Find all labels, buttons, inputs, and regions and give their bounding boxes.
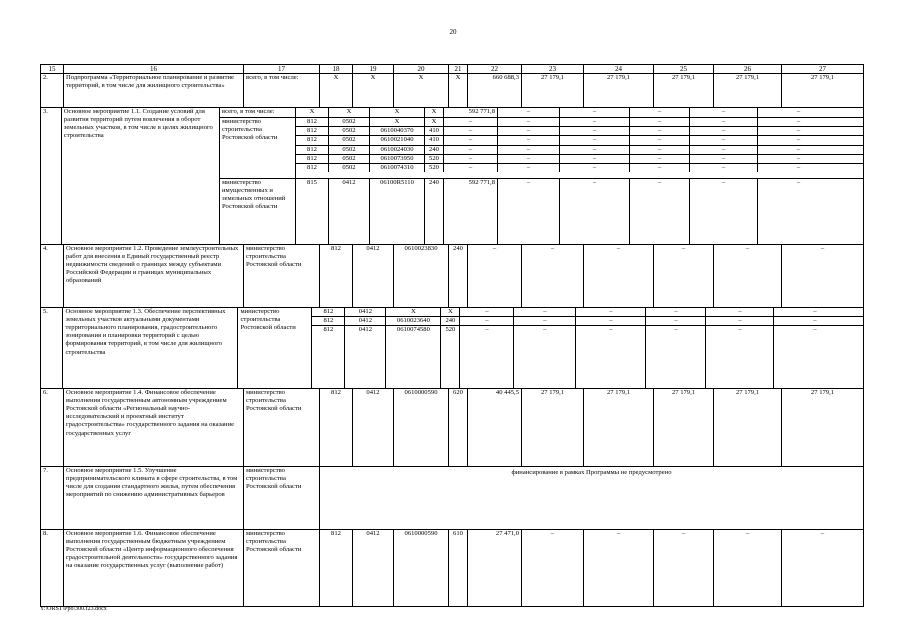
cell-vr: 620	[449, 389, 468, 466]
cell-amount: –	[690, 146, 758, 154]
subrow	[296, 164, 863, 172]
cell-amount: –	[630, 127, 690, 135]
cell-amount: –	[444, 155, 498, 163]
cell-amount: –	[630, 136, 690, 144]
cell-amount: –	[584, 245, 654, 307]
subrow	[312, 308, 863, 317]
cell-grbs: 812	[312, 317, 345, 325]
cell-amount: –	[576, 317, 646, 325]
cell-amount: 27 179,1	[522, 74, 584, 107]
cell-amount: –	[630, 146, 690, 154]
cell-amount: –	[630, 164, 690, 172]
cell-csr: X	[386, 308, 441, 316]
subrow	[220, 179, 863, 244]
cell-amount: 27 179,1	[810, 74, 835, 81]
cell-grbs: X	[320, 74, 353, 107]
col-header: 18	[320, 65, 353, 73]
file-path-footer: Y:\ORST\Ppo\300.f23.docx	[40, 606, 107, 612]
cell-vr: 410	[425, 136, 444, 144]
cell-rzpr: 0412	[345, 326, 386, 388]
cell-vr: 240	[425, 146, 444, 154]
col-header: 25	[654, 65, 714, 73]
cell-vr: 410	[425, 127, 444, 135]
row-number: 4.	[41, 245, 64, 307]
activity-name: Основное мероприятие 1.1. Создание условий для развития территорий путем вовлечения в оборот земельных участков, в том числе в целях жилищного строительства	[62, 108, 220, 244]
cell-amount: 27 179,1	[584, 389, 654, 466]
cell-amount: –	[498, 118, 560, 126]
cell-rzpr: 0502	[329, 155, 370, 163]
executor: министерство строительства Ростовской области	[244, 530, 320, 606]
cell-amount: 27 179,1	[714, 74, 782, 107]
cell-amount: 592 771,8	[444, 179, 498, 244]
cell-grbs: 812	[296, 146, 329, 154]
activity-name: Подпрограмма «Территориальное планирование и развитие территорий, в том числе для жилищного строительства»	[64, 74, 244, 107]
cell-grbs: 812	[320, 530, 353, 606]
budget-table	[40, 64, 864, 607]
activity-name: Основное мероприятие 1.6. Финансовое обеспечение выполнения государственным бюджетным учреждением Ростовской области «Центр информационного обеспечения градостроительной деятельности» государственного задания на оказание государственных услуг (выполнение работ)	[64, 530, 244, 606]
cell-amount: –	[514, 308, 576, 316]
cell-amount: –	[444, 118, 498, 126]
cell-amount: –	[522, 530, 584, 606]
cell-vr: X	[441, 308, 460, 316]
cell-amount: –	[796, 127, 801, 135]
cell-amount: –	[690, 155, 758, 163]
cell-amount: –	[498, 127, 560, 135]
cell-amount: –	[706, 308, 774, 316]
cell-amount: –	[498, 179, 560, 244]
cell-amount: –	[630, 155, 690, 163]
cell-amount: –	[796, 108, 801, 115]
cell-amount: –	[560, 146, 630, 154]
cell-grbs: 812	[296, 118, 329, 126]
cell-amount: –	[444, 164, 498, 172]
cell-amount: –	[460, 308, 514, 316]
merged-note: финансирование в рамках Программы не предусмотрено	[511, 469, 672, 476]
activity-name: Основное мероприятие 1.5. Улучшение предпринимательского климата в сфере строительства, в том числе для создания стандартного жилья, путем обеспечения мероприятий по снижению административных барьеров	[64, 467, 244, 529]
cell-amount: –	[514, 326, 576, 388]
row-number: 3.	[41, 108, 62, 244]
cell-amount: –	[468, 245, 522, 307]
cell-csr: 0610023640	[386, 317, 441, 325]
cell-amount: –	[444, 146, 498, 154]
executor: министерство строительства Ростовской области	[220, 118, 296, 178]
cell-amount: –	[654, 530, 714, 606]
cell-amount: –	[796, 136, 801, 144]
cell-amount: –	[690, 136, 758, 144]
cell-amount: –	[514, 317, 576, 325]
cell-grbs: 812	[296, 127, 329, 135]
executor: министерство имущественных и земельных отношений Ростовской области	[220, 179, 296, 244]
row-number: 7.	[41, 467, 64, 529]
cell-rzpr: X	[329, 108, 370, 117]
executor: министерство строительства Ростовской области	[244, 467, 320, 529]
cell-csr: 0610024030	[370, 146, 425, 154]
cell-amount: 27 471,0	[468, 530, 522, 606]
row-3-detail	[220, 108, 863, 244]
cell-amount: –	[560, 118, 630, 126]
cell-csr: 0610040370	[370, 127, 425, 135]
cell-amount: –	[690, 127, 758, 135]
executor: министерство строительства Ростовской области	[238, 308, 312, 388]
cell-amount: 40 445,5	[468, 389, 522, 466]
cell-grbs: 812	[312, 326, 345, 388]
table-header-row	[41, 65, 863, 74]
cell-amount: 27 179,1	[654, 389, 714, 466]
table-row	[41, 74, 863, 108]
col-header: 27	[819, 65, 826, 73]
executor: министерство строительства Ростовской области	[244, 245, 320, 307]
subrow	[220, 108, 863, 118]
cell-grbs: 812	[296, 136, 329, 144]
cell-vr: 520	[425, 164, 444, 172]
subrow	[296, 136, 863, 145]
cell-csr: 0610023830	[394, 245, 449, 307]
cell-amount: –	[690, 118, 758, 126]
cell-amount: –	[690, 108, 758, 117]
table-row	[41, 467, 863, 530]
cell-vr: 520	[441, 326, 460, 388]
cell-rzpr: 0502	[329, 118, 370, 126]
cell-amount: –	[630, 108, 690, 117]
subrow	[312, 317, 863, 326]
col-header: 26	[714, 65, 782, 73]
cell-amount: –	[460, 317, 514, 325]
cell-amount: –	[796, 145, 801, 153]
cell-amount: –	[646, 308, 706, 316]
cell-vr: 240	[441, 317, 460, 325]
cell-amount: –	[560, 155, 630, 163]
cell-csr: 0610074310	[370, 164, 425, 172]
cell-amount: –	[706, 317, 774, 325]
row-number: 2.	[41, 74, 64, 107]
cell-amount: 27 179,1	[584, 74, 654, 107]
row-number: 5.	[41, 308, 63, 388]
cell-amount: –	[646, 326, 706, 388]
cell-amount: –	[560, 179, 630, 244]
subrow	[296, 118, 863, 127]
col-header: 20	[394, 65, 449, 73]
cell-vr: X	[425, 118, 444, 126]
cell-amount: –	[522, 245, 584, 307]
cell-vr: 610	[449, 530, 468, 606]
executor: министерство строительства Ростовской области	[244, 389, 320, 466]
cell-amount: 27 179,1	[714, 389, 782, 466]
row-number: 6.	[41, 389, 64, 466]
cell-amount: –	[576, 326, 646, 388]
cell-amount: –	[820, 245, 825, 252]
cell-csr: 06100R5110	[370, 179, 425, 244]
cell-csr: X	[370, 108, 425, 117]
cell-amount: –	[714, 245, 782, 307]
cell-amount: –	[630, 179, 690, 244]
row-number: 8.	[41, 530, 64, 606]
cell-amount: 27 179,1	[654, 74, 714, 107]
col-header: 15	[41, 65, 64, 73]
table-row	[41, 308, 863, 389]
cell-amount: –	[444, 127, 498, 135]
table-row	[41, 389, 863, 467]
cell-csr: 0610000590	[394, 530, 449, 606]
cell-amount: –	[560, 164, 630, 172]
cell-vr: X	[425, 108, 444, 117]
cell-rzpr: 0502	[329, 136, 370, 144]
cell-rzpr: 0502	[329, 146, 370, 154]
cell-csr: 0610074580	[386, 326, 441, 388]
subrow	[296, 155, 863, 164]
cell-amount: –	[498, 108, 560, 117]
cell-amount: –	[706, 326, 774, 388]
cell-amount: –	[796, 163, 801, 171]
cell-csr: X	[394, 74, 449, 107]
cell-amount: –	[813, 308, 817, 315]
col-header: 21	[449, 65, 468, 73]
cell-vr: X	[449, 74, 468, 107]
table-row	[41, 108, 863, 245]
executor: всего, в том числе:	[220, 108, 296, 117]
cell-grbs: 815	[296, 179, 329, 244]
executor: всего, в том числе:	[244, 74, 320, 107]
cell-amount: –	[796, 118, 801, 125]
cell-amount: –	[813, 317, 817, 325]
table-row	[41, 530, 863, 606]
activity-name: Основное мероприятие 1.2. Проведение землеустроительных работ для внесения в Единый государственный реестр недвижимости сведений о границах между субъектами Российской Федерации и границах муниципальных образований	[64, 245, 244, 307]
cell-amount: –	[796, 154, 801, 162]
cell-rzpr: 0412	[329, 179, 370, 244]
cell-csr: 0610021040	[370, 136, 425, 144]
cell-amount: 27 179,1	[810, 389, 835, 396]
cell-amount: –	[460, 326, 514, 388]
cell-amount: 27 179,1	[522, 389, 584, 466]
cell-grbs: X	[296, 108, 329, 117]
cell-vr: 240	[425, 179, 444, 244]
cell-amount: –	[560, 136, 630, 144]
col-header: 22	[468, 65, 522, 73]
cell-rzpr: X	[353, 74, 394, 107]
subrow	[296, 146, 863, 155]
cell-amount: –	[714, 530, 782, 606]
activity-name: Основное мероприятие 1.4. Финансовое обеспечение выполнения государственным автономным учреждением Ростовской области «Региональный научно-исследовательский и проектный институт градостроительства» государственного задания на оказание государственных услуг	[64, 389, 244, 466]
cell-amount: –	[796, 179, 801, 186]
cell-csr: 0610073950	[370, 155, 425, 163]
cell-amount: –	[444, 136, 498, 144]
cell-amount: –	[498, 155, 560, 163]
cell-rzpr: 0412	[345, 308, 386, 316]
cell-amount: –	[576, 308, 646, 316]
cell-grbs: 812	[296, 164, 329, 172]
cell-amount: –	[584, 530, 654, 606]
activity-name: Основное мероприятие 1.3. Обеспечение перспективных земельных участков актуальными документами территориального планирования, градостроительного зонирования и планировки территорий с целью формирования территорий, в том числе для жилищного строительства	[63, 308, 238, 388]
cell-amount: –	[630, 118, 690, 126]
cell-amount: 592 771,8	[444, 108, 498, 117]
cell-csr: 0610000590	[394, 389, 449, 466]
cell-grbs: 812	[296, 155, 329, 163]
cell-rzpr: 0502	[329, 127, 370, 135]
cell-amount: –	[560, 108, 630, 117]
cell-grbs: 812	[320, 389, 353, 466]
cell-rzpr: 0412	[353, 530, 394, 606]
subrow	[296, 127, 863, 136]
cell-rzpr: 0412	[353, 245, 394, 307]
col-header: 16	[64, 65, 244, 73]
cell-amount: –	[813, 326, 817, 334]
col-header: 17	[244, 65, 320, 73]
cell-amount: –	[690, 179, 758, 244]
cell-amount: 660 688,3	[468, 74, 522, 107]
cell-amount: –	[690, 164, 758, 172]
table-row	[41, 245, 863, 308]
cell-vr: 240	[449, 245, 468, 307]
cell-amount: –	[646, 317, 706, 325]
cell-amount: –	[654, 245, 714, 307]
cell-csr: X	[370, 118, 425, 126]
cell-amount: –	[498, 164, 560, 172]
cell-amount: –	[560, 127, 630, 135]
cell-grbs: 812	[320, 245, 353, 307]
cell-amount: –	[820, 530, 825, 537]
col-header: 24	[584, 65, 654, 73]
cell-rzpr: 0412	[353, 389, 394, 466]
cell-rzpr: 0502	[329, 164, 370, 172]
subrow-group	[220, 118, 863, 179]
page-number: 20	[449, 28, 457, 36]
cell-vr: 520	[425, 155, 444, 163]
subrow	[312, 326, 863, 388]
col-header: 19	[353, 65, 394, 73]
cell-amount: –	[498, 146, 560, 154]
cell-amount: –	[498, 136, 560, 144]
cell-grbs: 812	[312, 308, 345, 316]
cell-rzpr: 0412	[345, 317, 386, 325]
col-header: 23	[522, 65, 584, 73]
